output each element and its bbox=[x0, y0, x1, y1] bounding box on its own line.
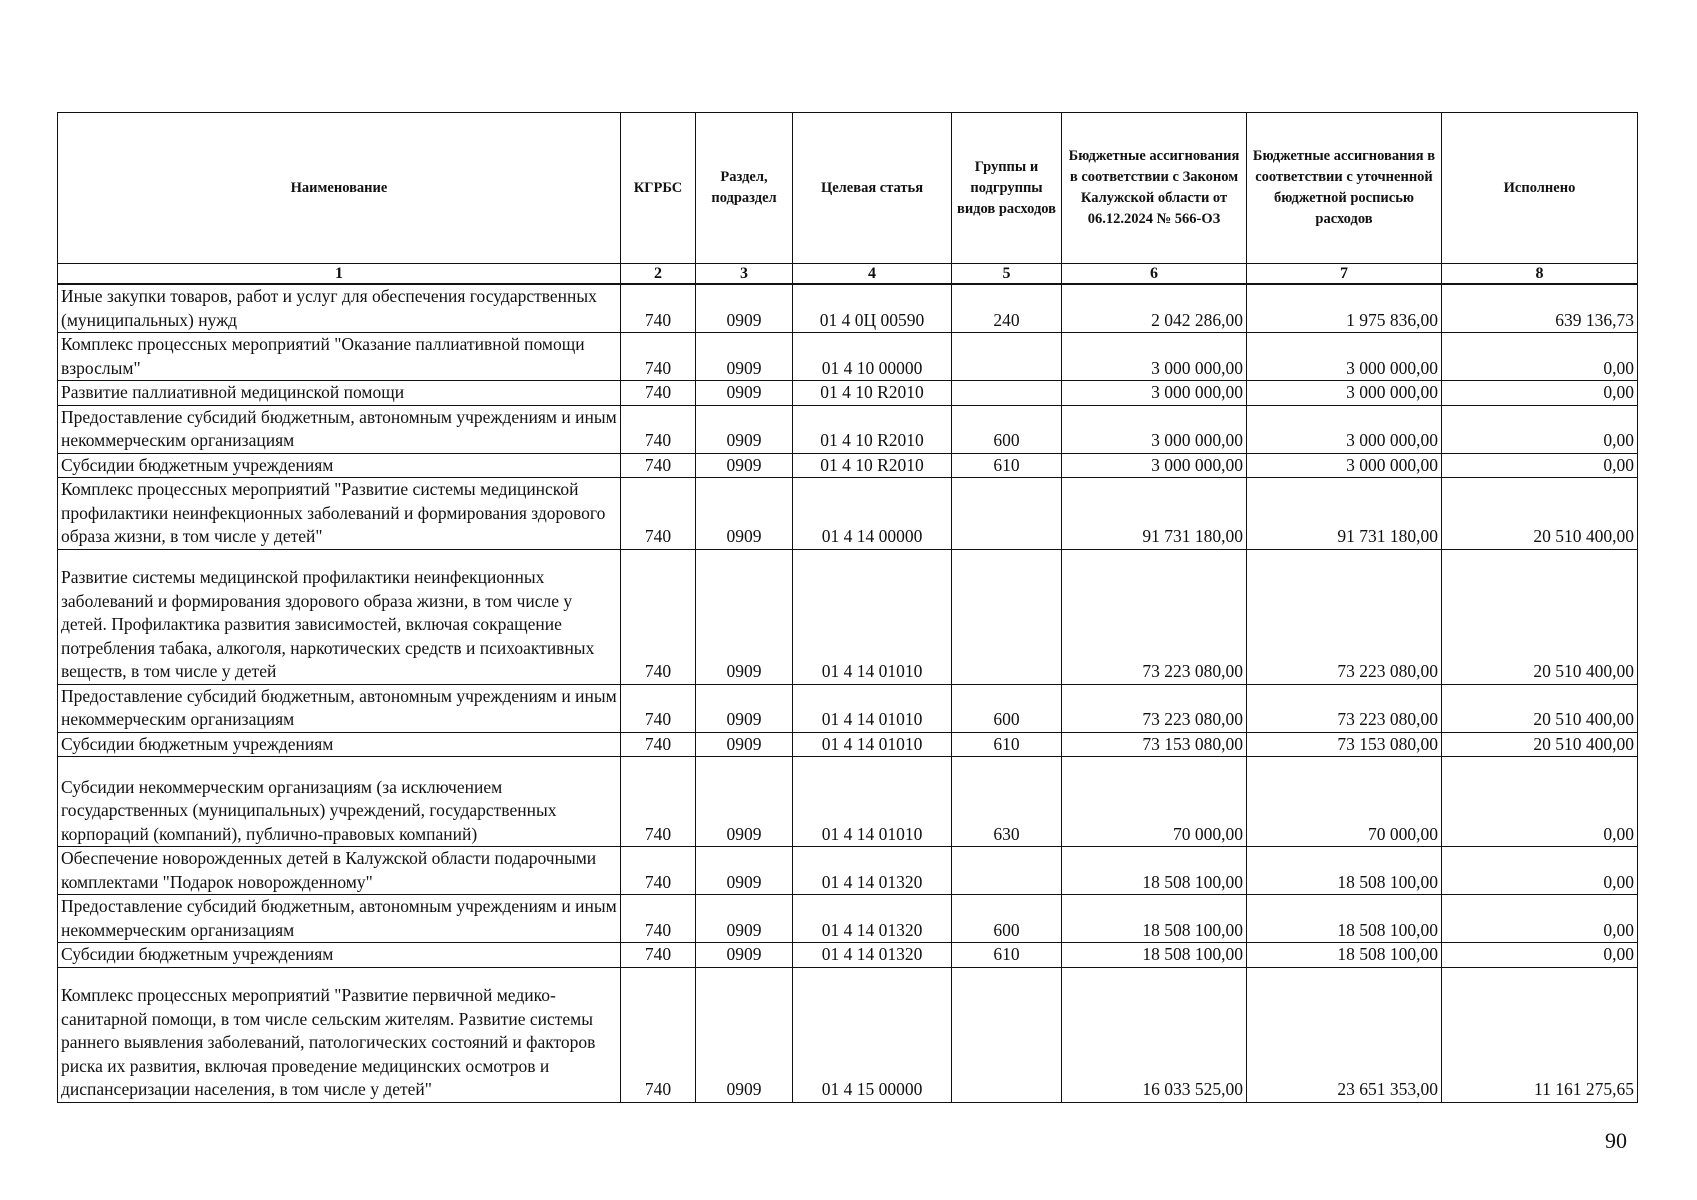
row-law-allocation: 3 000 000,00 bbox=[1062, 453, 1247, 478]
row-name: Предоставление субсидий бюджетным, автономным учреждениям и иным некоммерческим организациям bbox=[58, 684, 621, 732]
row-refined-allocation: 73 153 080,00 bbox=[1247, 732, 1442, 757]
row-law-allocation: 16 033 525,00 bbox=[1062, 967, 1247, 1102]
row-executed: 0,00 bbox=[1442, 847, 1638, 895]
row-executed: 20 510 400,00 bbox=[1442, 478, 1638, 550]
table-row bbox=[58, 405, 1638, 453]
row-section: 0909 bbox=[696, 284, 793, 333]
row-expense-group bbox=[952, 333, 1062, 381]
row-section: 0909 bbox=[696, 847, 793, 895]
row-refined-allocation: 73 223 080,00 bbox=[1247, 684, 1442, 732]
header-law-allocations: Бюджетные ассигнования в соответствии с Законом Калужской области от 06.12.2024 № 566-ОЗ bbox=[1062, 113, 1247, 264]
row-law-allocation: 2 042 286,00 bbox=[1062, 284, 1247, 333]
row-expense-group bbox=[952, 847, 1062, 895]
header-kgrbs: КГРБС bbox=[621, 113, 696, 264]
row-law-allocation: 18 508 100,00 bbox=[1062, 943, 1247, 968]
row-refined-allocation: 18 508 100,00 bbox=[1247, 847, 1442, 895]
row-expense-group bbox=[952, 549, 1062, 684]
row-executed: 0,00 bbox=[1442, 895, 1638, 943]
row-target-article: 01 4 14 01010 bbox=[793, 684, 952, 732]
row-name: Предоставление субсидий бюджетным, автономным учреждениям и иным некоммерческим организациям bbox=[58, 895, 621, 943]
row-section: 0909 bbox=[696, 684, 793, 732]
row-executed: 0,00 bbox=[1442, 453, 1638, 478]
row-expense-group bbox=[952, 381, 1062, 406]
table-body bbox=[58, 284, 1638, 1102]
row-section: 0909 bbox=[696, 895, 793, 943]
row-refined-allocation: 1 975 836,00 bbox=[1247, 284, 1442, 333]
row-kgrbs: 740 bbox=[621, 478, 696, 550]
table-row bbox=[58, 284, 1638, 333]
row-section: 0909 bbox=[696, 381, 793, 406]
row-section: 0909 bbox=[696, 732, 793, 757]
row-refined-allocation: 73 223 080,00 bbox=[1247, 549, 1442, 684]
row-section: 0909 bbox=[696, 453, 793, 478]
row-expense-group: 610 bbox=[952, 943, 1062, 968]
row-kgrbs: 740 bbox=[621, 549, 696, 684]
row-target-article: 01 4 10 R2010 bbox=[793, 453, 952, 478]
row-executed: 0,00 bbox=[1442, 757, 1638, 847]
row-name: Иные закупки товаров, работ и услуг для обеспечения государственных (муниципальных) нужд bbox=[58, 284, 621, 333]
row-section: 0909 bbox=[696, 405, 793, 453]
table-row bbox=[58, 478, 1638, 550]
row-name: Субсидии бюджетным учреждениям bbox=[58, 943, 621, 968]
row-law-allocation: 3 000 000,00 bbox=[1062, 333, 1247, 381]
table-row bbox=[58, 895, 1638, 943]
table-row bbox=[58, 967, 1638, 1102]
row-target-article: 01 4 14 01320 bbox=[793, 847, 952, 895]
row-kgrbs: 740 bbox=[621, 847, 696, 895]
budget-table bbox=[57, 112, 1638, 1103]
row-target-article: 01 4 15 00000 bbox=[793, 967, 952, 1102]
row-refined-allocation: 23 651 353,00 bbox=[1247, 967, 1442, 1102]
row-executed: 0,00 bbox=[1442, 943, 1638, 968]
table-row bbox=[58, 943, 1638, 968]
row-section: 0909 bbox=[696, 549, 793, 684]
row-expense-group: 240 bbox=[952, 284, 1062, 333]
column-number: 2 bbox=[621, 264, 696, 285]
row-kgrbs: 740 bbox=[621, 333, 696, 381]
row-kgrbs: 740 bbox=[621, 405, 696, 453]
row-executed: 0,00 bbox=[1442, 333, 1638, 381]
row-target-article: 01 4 10 R2010 bbox=[793, 381, 952, 406]
row-expense-group: 630 bbox=[952, 757, 1062, 847]
row-refined-allocation: 3 000 000,00 bbox=[1247, 453, 1442, 478]
row-target-article: 01 4 10 R2010 bbox=[793, 405, 952, 453]
row-refined-allocation: 18 508 100,00 bbox=[1247, 943, 1442, 968]
row-kgrbs: 740 bbox=[621, 732, 696, 757]
row-refined-allocation: 3 000 000,00 bbox=[1247, 405, 1442, 453]
row-executed: 639 136,73 bbox=[1442, 284, 1638, 333]
row-law-allocation: 91 731 180,00 bbox=[1062, 478, 1247, 550]
column-number: 6 bbox=[1062, 264, 1247, 285]
row-target-article: 01 4 14 00000 bbox=[793, 478, 952, 550]
row-name: Предоставление субсидий бюджетным, автономным учреждениям и иным некоммерческим организациям bbox=[58, 405, 621, 453]
table-header-row bbox=[58, 113, 1638, 264]
row-executed: 0,00 bbox=[1442, 381, 1638, 406]
row-name: Развитие системы медицинской профилактики неинфекционных заболеваний и формирования здорового образа жизни, в том числе у детей. Профилактика развития зависимостей, включая сокращение потребления табака, алкоголя, наркотических средств и психоактивных веществ, в том числе у детей bbox=[58, 549, 621, 684]
table-row bbox=[58, 757, 1638, 847]
row-refined-allocation: 70 000,00 bbox=[1247, 757, 1442, 847]
row-kgrbs: 740 bbox=[621, 284, 696, 333]
row-expense-group bbox=[952, 967, 1062, 1102]
row-law-allocation: 3 000 000,00 bbox=[1062, 381, 1247, 406]
column-number: 7 bbox=[1247, 264, 1442, 285]
row-kgrbs: 740 bbox=[621, 757, 696, 847]
row-target-article: 01 4 10 00000 bbox=[793, 333, 952, 381]
row-section: 0909 bbox=[696, 757, 793, 847]
row-name: Комплекс процессных мероприятий "Развитие системы медицинской профилактики неинфекционных заболеваний и формирования здорового образа жизни, в том числе у детей" bbox=[58, 478, 621, 550]
row-expense-group: 600 bbox=[952, 684, 1062, 732]
table-row bbox=[58, 732, 1638, 757]
row-kgrbs: 740 bbox=[621, 967, 696, 1102]
row-kgrbs: 740 bbox=[621, 943, 696, 968]
table-row bbox=[58, 453, 1638, 478]
row-kgrbs: 740 bbox=[621, 453, 696, 478]
row-expense-group: 600 bbox=[952, 405, 1062, 453]
row-section: 0909 bbox=[696, 478, 793, 550]
row-executed: 0,00 bbox=[1442, 405, 1638, 453]
row-target-article: 01 4 14 01320 bbox=[793, 895, 952, 943]
row-law-allocation: 73 223 080,00 bbox=[1062, 684, 1247, 732]
row-executed: 20 510 400,00 bbox=[1442, 732, 1638, 757]
row-name: Субсидии некоммерческим организациям (за исключением государственных (муниципальных) учреждений, государственных корпораций (компаний), публично-правовых компаний) bbox=[58, 757, 621, 847]
table-row bbox=[58, 684, 1638, 732]
row-target-article: 01 4 14 01010 bbox=[793, 757, 952, 847]
table-row bbox=[58, 847, 1638, 895]
column-number: 8 bbox=[1442, 264, 1638, 285]
row-target-article: 01 4 14 01010 bbox=[793, 732, 952, 757]
column-number: 4 bbox=[793, 264, 952, 285]
table-row bbox=[58, 381, 1638, 406]
row-law-allocation: 73 223 080,00 bbox=[1062, 549, 1247, 684]
row-executed: 20 510 400,00 bbox=[1442, 549, 1638, 684]
row-executed: 11 161 275,65 bbox=[1442, 967, 1638, 1102]
header-executed: Исполнено bbox=[1442, 113, 1638, 264]
row-name: Комплекс процессных мероприятий "Развитие первичной медико-санитарной помощи, в том числе сельским жителям. Развитие системы раннего выявления заболеваний, патологических состояний и факторов риска их развития, включая проведение медицинских осмотров и диспансеризации населения, в том числе у детей" bbox=[58, 967, 621, 1102]
column-number: 1 bbox=[58, 264, 621, 285]
row-kgrbs: 740 bbox=[621, 381, 696, 406]
row-law-allocation: 73 153 080,00 bbox=[1062, 732, 1247, 757]
row-name: Комплекс процессных мероприятий "Оказание паллиативной помощи взрослым" bbox=[58, 333, 621, 381]
row-law-allocation: 18 508 100,00 bbox=[1062, 847, 1247, 895]
row-section: 0909 bbox=[696, 967, 793, 1102]
column-number-row bbox=[58, 264, 1638, 285]
table-row bbox=[58, 549, 1638, 684]
row-target-article: 01 4 14 01320 bbox=[793, 943, 952, 968]
row-expense-group bbox=[952, 478, 1062, 550]
row-executed: 20 510 400,00 bbox=[1442, 684, 1638, 732]
column-number: 5 bbox=[952, 264, 1062, 285]
row-name: Субсидии бюджетным учреждениям bbox=[58, 453, 621, 478]
row-law-allocation: 18 508 100,00 bbox=[1062, 895, 1247, 943]
row-kgrbs: 740 bbox=[621, 684, 696, 732]
header-target-article: Целевая статья bbox=[793, 113, 952, 264]
row-name: Обеспечение новорожденных детей в Калужской области подарочными комплектами "Подарок новорожденному" bbox=[58, 847, 621, 895]
row-name: Развитие паллиативной медицинской помощи bbox=[58, 381, 621, 406]
table-row bbox=[58, 333, 1638, 381]
row-refined-allocation: 91 731 180,00 bbox=[1247, 478, 1442, 550]
row-refined-allocation: 3 000 000,00 bbox=[1247, 333, 1442, 381]
page-number: 90 bbox=[1605, 1128, 1627, 1153]
row-expense-group: 610 bbox=[952, 732, 1062, 757]
header-name: Наименование bbox=[58, 113, 621, 264]
row-refined-allocation: 3 000 000,00 bbox=[1247, 381, 1442, 406]
header-section: Раздел, подраздел bbox=[696, 113, 793, 264]
column-number: 3 bbox=[696, 264, 793, 285]
row-section: 0909 bbox=[696, 943, 793, 968]
row-section: 0909 bbox=[696, 333, 793, 381]
header-expense-groups: Группы и подгруппы видов расходов bbox=[952, 113, 1062, 264]
row-expense-group: 600 bbox=[952, 895, 1062, 943]
row-law-allocation: 70 000,00 bbox=[1062, 757, 1247, 847]
header-refined-allocations: Бюджетные ассигнования в соответствии с уточненной бюджетной росписью расходов bbox=[1247, 113, 1442, 264]
row-law-allocation: 3 000 000,00 bbox=[1062, 405, 1247, 453]
row-expense-group: 610 bbox=[952, 453, 1062, 478]
row-refined-allocation: 18 508 100,00 bbox=[1247, 895, 1442, 943]
row-target-article: 01 4 14 01010 bbox=[793, 549, 952, 684]
row-target-article: 01 4 0Ц 00590 bbox=[793, 284, 952, 333]
row-kgrbs: 740 bbox=[621, 895, 696, 943]
row-name: Субсидии бюджетным учреждениям bbox=[58, 732, 621, 757]
